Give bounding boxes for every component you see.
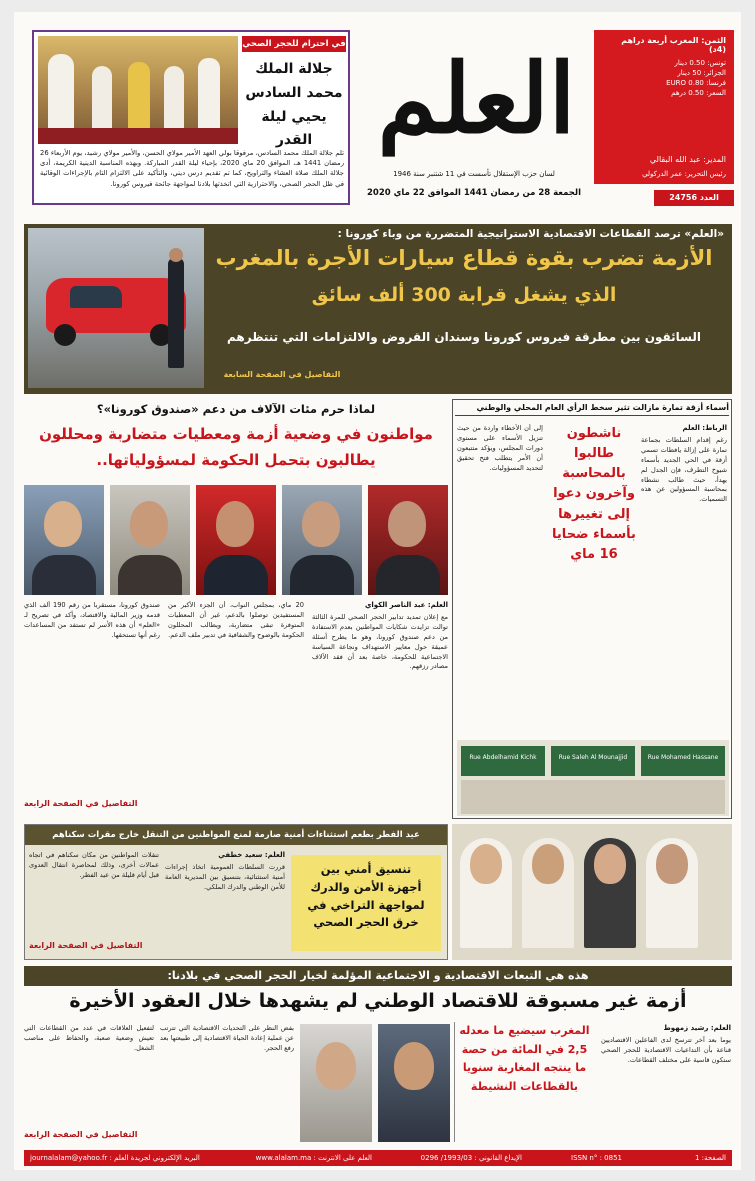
names-headline [549,424,639,565]
economist-photo-2 [300,1024,372,1142]
eid-details: التفاصيل في الصفحة الرابعة [29,941,143,950]
footer-page: الصفحة: 1 [694,1154,726,1162]
sheikhs-strip [452,824,732,960]
economy-box [454,1022,594,1142]
price-line: فرنسا: EURO 0.80 [666,79,726,88]
minister-photo-4 [282,485,362,595]
fund-section [24,399,448,819]
names-headline-line: بالمحاسبة [562,466,626,482]
street-sign-1-label: Rue Abdelhamid Kichk [469,754,537,761]
economy-box-line: المغرب سيضيع ما معدله [459,1024,590,1037]
names-headline-line: إلى تغييرها [558,506,630,522]
royal-photo [38,36,238,144]
economy-body-c: لتفعيل العلاقات في عدد من القطاعات التي تعيش وضعية صعبة، والحفاظ على مناصب الشغل. [24,1024,154,1052]
taxi-details: التفاصيل في الصفحة السابعة [223,370,341,379]
eid-kicker: عيد الفطر بطعم استثناءات أمنية صارمة لمنع المواطنين من التنقل خارج مقرات سكناهم [25,825,447,845]
minister-photo-5 [368,485,448,595]
names-headline-line: ناشطون [566,426,622,441]
masthead-subtitle: لسان حزب الإستقلال تأسست في 11 شتنبر سنة 1946 [393,170,555,178]
eid-box-line: تنسيق أمني بين [320,862,412,876]
economy-box-line: بالقطاعات النشيطة [470,1080,579,1094]
names-section [452,399,732,819]
economy-details: التفاصيل في الصفحة الرابعة [24,1130,138,1139]
royal-body: تلم جلالة الملك محمد السادس، مرفوقا بولي العهد الأمير مولاي الحسن، والأمير مولاي رشيد، يوم الأربعاء 26 رمضان 1441 هـ، الموافق 20 ماي 2020، بإحياء ليلة القدر المباركة. وبهذه المناسبة الدينية الكريمة، أدى جلالة الملك صلاة العشاء والتراويح، كما تم تقديم درس ديني، والتأكيد على الالتزام التام بالإجراءات الوقائية في ظل الحجر الصحي، والاحترازية التي اتخذتها بلادنا لمواجهة جائحة فيروس كورونا. [40,149,344,188]
sheikh-portraits [461,780,725,814]
fund-headline-1: مواطنون في وضعية أزمة ومعطيات متضاربة ومحللون [39,425,433,443]
fund-kicker: لماذا حرم مئات الآلاف من دعم «صندوق كورونا»؟ [96,402,376,416]
ministers-photos [24,485,448,595]
eid-section [24,824,448,960]
royal-headline-line: يحيي ليلة القدر [261,108,327,149]
issue-number: العدد 24756 [654,190,734,206]
minister-photo-1 [24,485,104,595]
names-dateline: الرباط: العلم [682,424,727,432]
taxi-section [24,224,732,394]
price-line: تونس: 0.50 دينار [674,59,726,67]
street-sign-2-label: Rue Saleh Al Mounajjid [558,754,628,761]
economist-photo-1 [378,1024,450,1142]
fund-byline: العلم: عبد الناصر الكواي [364,601,448,609]
minister-photo-2 [110,485,190,595]
footer-issn: ISSN n° : 0851 [571,1154,622,1162]
economy-body-a: يوما بعد آخر تترسخ لدى الفاعلين الاقتصاديين قناعة بأن التداعيات الاقتصادية للحجر الصحي ستكون قاسية على مختلف القطاعات. [601,1036,731,1064]
footer-email[interactable]: البريد الإلكتروني لجريدة العلم : journalalam@yahoo.fr [30,1154,200,1162]
fund-details: التفاصيل في الصفحة الرابعة [24,799,138,808]
eid-box-line: أجهزة الأمن والدرك [310,879,422,894]
street-signs [457,740,729,816]
street-sign-2 [551,746,635,776]
economy-box-line: 2,5 في المائة من حصة [461,1042,588,1056]
economy-photos [300,1024,450,1142]
street-sign-3 [641,746,725,776]
fund-body-col1: مع إعلان تمديد تدابير الحجر الصحي للمرة الثالثة توالت تزايدت شكايات المواطنين بعدم الاستفادة من دعم صندوق كورونا، وهو ما يطرح أسئلة عميقة حول معايير الاستهداف ونجاعة السياسة الاجتماعية للحكومة، خاصة بعد أن فقد الآلاف مصادر رزقهم. [312,613,448,671]
taxi-headline-2: الذي يشغل قرابة 300 ألف سائق [311,284,617,306]
economy-headline: أزمة غير مسبوقة للاقتصاد الوطني لم يشهدها خلال العقود الأخيرة [69,990,687,1012]
eid-box-line: لمواجهة التراخي في [307,897,425,912]
names-kicker: أسماء أزقة تمارة مازالت تثير سخط الرأي العام المحلي والوطني [455,403,729,416]
economy-byline: العلم: رشيد زمهوط [663,1024,731,1032]
economy-box-line: ما ينتجه المغاربة سنويا [462,1061,587,1075]
fund-body-col3: صندوق كورونا، مستقربا من رقم 190 ألف الذي قدمه وزير المالية والاقتصاد، وأكد في تصريح لـ «العلم» أن هذه الأسر لم تستفد من المساعدات رغم أنها تستحقها. [24,601,160,639]
names-headline-line: بأسماء ضحايا [552,526,636,542]
names-body-b: إلى أن الأخطاء واردة من حيث تنزيل الأسماء على مستوى دورات المجلس، ويؤكد متتبعون أن الأمر يتطلب فتح تحقيق لتحديد المسؤوليات. [457,424,543,472]
street-sign-1 [461,746,545,776]
taxi-photo [28,228,204,388]
newspaper-page [14,12,741,1170]
footer-bar [24,1150,732,1166]
street-sign-3-label: Rue Mohamed Hassane [647,754,719,761]
masthead-date: الجمعة 28 من رمضان 1441 الموافق 22 ماي 2020 [366,188,582,198]
royal-box [32,30,350,205]
economy-body-b: بفض النظر على التحديات الاقتصادية التي تترتب عن عملية إعادة الحياة الاقتصادية إلى طبيعتها بعد رفع الحجر. [160,1024,294,1052]
fund-body-col2: 20 ماي، بمجلس النواب، أن الجزء الأكبر من المستفيدين توصلوا بالدعم، غير أن المعطيات المتوفرة تبقى متضاربة، ويطالب المحللون الحكومة بالوضوح والشفافية في تدبير ملف الدعم. [168,601,304,639]
names-body-a: رغم إقدام السلطات بجماعة تمارة على إزالة يافطات تسمي أزقة في الحي الجديد بأسماء شيوخ التطرف، فإن الجدل لم يهدأ، حيث طالب نشطاء بمحاسبة المسؤولين عن هذه التسميات. [641,436,727,504]
royal-headline [242,58,346,153]
royal-tag: في احترام للحجر الصحي [242,36,346,52]
names-headline-line: وآخرون دعوا [553,486,635,502]
price-lines [602,58,726,99]
royal-headline-line: جلالة الملك [255,61,333,77]
masthead-logo: العلم [377,42,576,155]
fund-headline-2: يطالبون بتحمل الحكومة لمسؤولياتها.. [96,451,376,469]
taxi-headline-3: السائقون بين مطرقة فيروس كورونا وسندان القروض والالتزامات التي تنتظرهم [227,330,701,344]
eid-box-line: خرق الحجر الصحي [313,915,419,930]
price-line: الجزائر: 50 دينار [677,69,726,78]
footer-web[interactable]: العلم على الانترنت : www.alalam.ma [255,1154,372,1162]
taxi-kicker: «العلم» ترصد القطاعات الاقتصادية الاستراتيجية المتضررة من وباء كورونا : [337,228,724,240]
footer-legal: الإيداع القانوني : 1993/03/ 0296 [420,1154,522,1162]
economy-kicker: هذه هي التبعات الاقتصادية و الاجتماعية المؤلمة لخيار الحجر الصحي في بلادنا: [24,966,732,986]
minister-photo-3 [196,485,276,595]
eid-byline: العلم: سعيد خطفي [218,851,285,859]
names-headline-line: 16 ماي [570,546,618,562]
names-headline-line: طالبوا [574,446,614,462]
price-title: الثمن: المغرب أربعة دراهم (4د) [621,36,726,54]
editor-line: رئيس التحرير: عمر الدركولي [642,170,726,178]
royal-headline-line: محمد السادس [245,84,343,101]
taxi-headline-1: الأزمة تضرب بقوة قطاع سيارات الأجرة بالمغرب [215,246,713,270]
director-line: المدير: عبد الله البقالي [649,155,726,164]
eid-body-a: تنقلات المواطنين من مكان سكناهم في اتجاه عمالات أخرى، وذلك لمحاصرة انتقال العدوى قبل أيام قليلة من عيد الفطر. [29,851,159,879]
eid-body-b: قررت السلطات العمومية اتخاذ إجراءات أمنية استثنائية، بتنسيق بين المديرية العامة للأمن الوطني والدرك الملكي. [165,863,285,891]
price-line: السعر: 0.50 درهم [671,89,726,98]
price-box [594,30,734,184]
eid-box [291,855,441,951]
